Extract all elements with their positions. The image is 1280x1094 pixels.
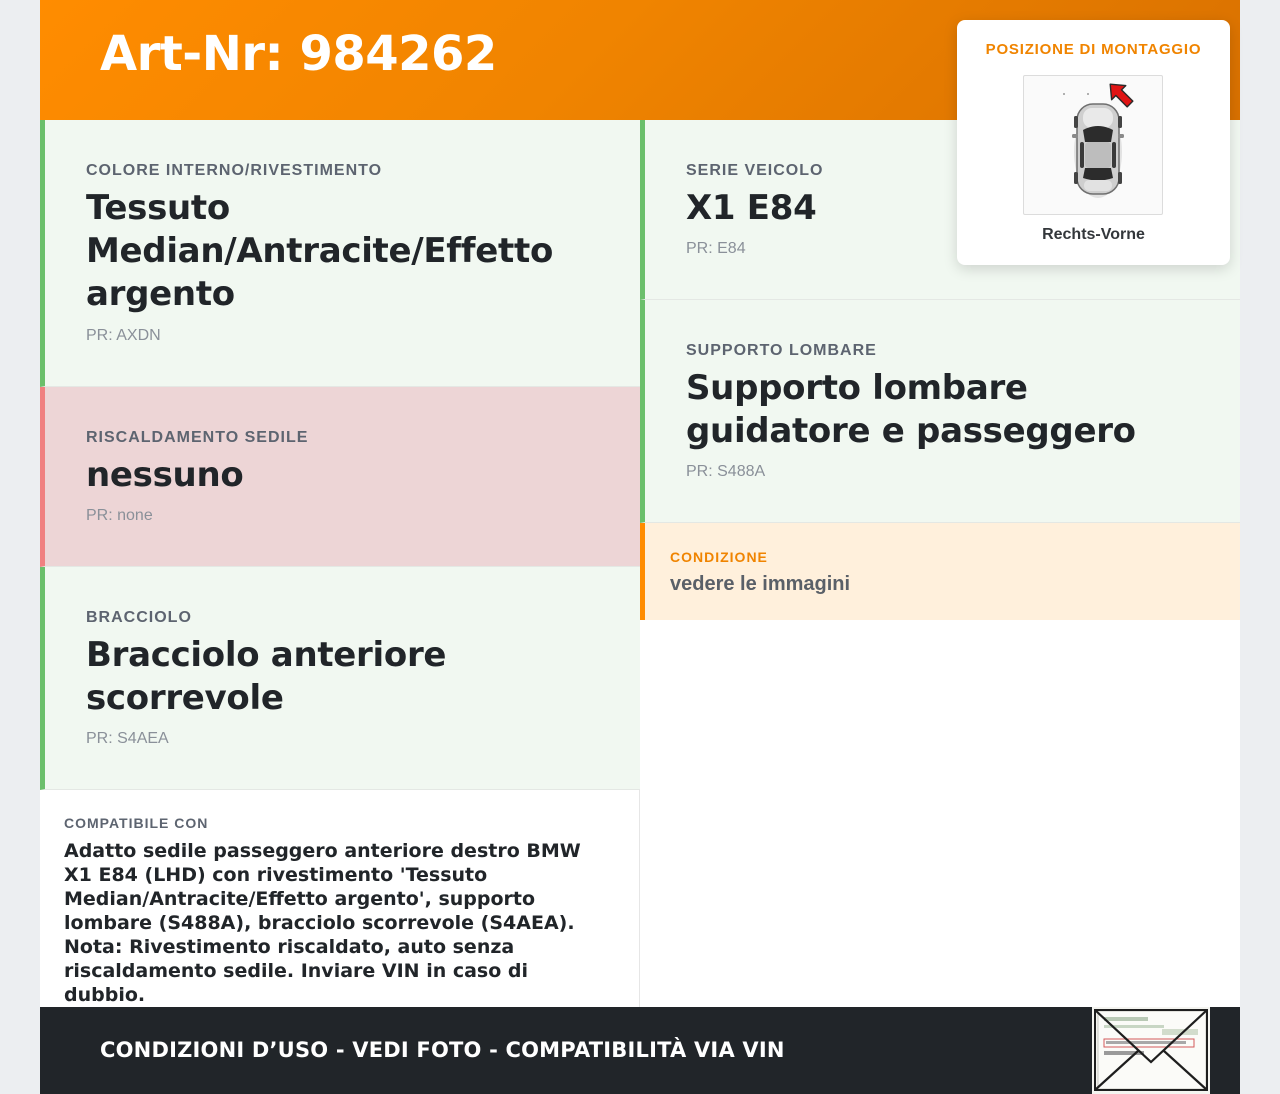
- compatibility-label: COMPATIBILE CON: [64, 815, 209, 831]
- car-top-view-icon: [1023, 75, 1163, 215]
- spec-value: Bracciolo anteriore scorrevole: [86, 635, 447, 718]
- spec-value: nessuno: [86, 455, 244, 495]
- mounting-position-title: POSIZIONE DI MONTAGGIO: [985, 41, 1202, 58]
- article-number-title: Art-Nr: 984262: [100, 26, 497, 82]
- spec-value: Supporto lombare guidatore e passeggero: [686, 368, 1136, 451]
- footer-bar: [40, 1007, 1240, 1094]
- spec-cell-armrest: [40, 567, 640, 790]
- column-divider: [639, 789, 640, 1007]
- spec-label: BRACCIOLO: [86, 609, 192, 626]
- spec-cell-upholstery: [40, 120, 640, 387]
- spec-pr-code: PR: AXDN: [86, 327, 161, 344]
- spec-pr-code: PR: none: [86, 507, 153, 524]
- spec-label: SUPPORTO LOMBARE: [686, 342, 877, 359]
- spec-pr-code: PR: S488A: [686, 463, 766, 480]
- spec-label: COLORE INTERNO/RIVESTIMENTO: [86, 162, 383, 179]
- mounting-position-card: [957, 20, 1230, 265]
- spec-value: X1 E84: [686, 188, 817, 228]
- spec-label: RISCALDAMENTO SEDILE: [86, 429, 309, 446]
- mounting-position-caption: Rechts-Vorne: [1042, 226, 1145, 243]
- condition-label: CONDIZIONE: [670, 549, 768, 565]
- spec-label: SERIE VEICOLO: [686, 162, 824, 179]
- condition-box: [640, 523, 1240, 620]
- spec-pr-code: PR: S4AEA: [86, 730, 169, 747]
- condition-value: vedere le immagini: [670, 573, 851, 595]
- compatibility-text: Adatto sedile passeggero anteriore destro BMW X1 E84 (LHD) con rivestimento 'Tessuto Median/Antracite/Effetto argento', supporto lombare (S488A), bracciolo scorrevole (S4AEA). Nota: Rivestimento riscaldato, auto senza riscaldamento sedile. Inviare VIN in caso di dubbio.: [64, 840, 581, 1006]
- spec-pr-code: PR: E84: [686, 240, 746, 257]
- spec-cell-seat-heating: [40, 387, 640, 567]
- footer-terms-text: CONDIZIONI D’USO - VEDI FOTO - COMPATIBILITÀ VIA VIN: [100, 1038, 785, 1062]
- envelope-vehicle-document-icon: [1092, 1007, 1210, 1094]
- spec-cell-lumbar-support: [640, 300, 1240, 523]
- spec-value: Tessuto Median/Antracite/Effetto argento: [86, 188, 554, 314]
